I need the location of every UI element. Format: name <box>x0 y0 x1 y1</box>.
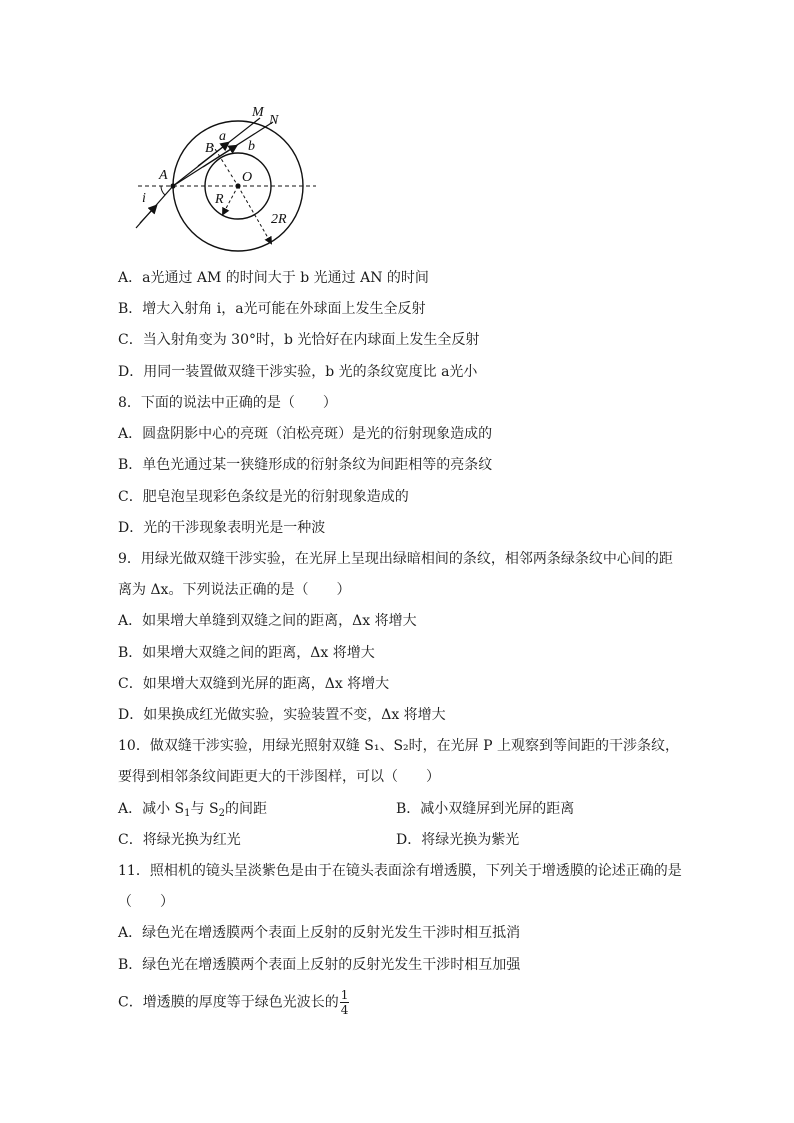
q11-option-c-text: C．增透膜的厚度等于绿色光波长的 <box>118 994 339 1011</box>
label-m: M <box>252 105 264 120</box>
normal-line <box>212 144 238 186</box>
q10-option-a <box>118 799 267 819</box>
fraction-numerator: 1 <box>340 988 349 1002</box>
q9-option-b: B．如果增大双缝之间的距离，Δx 将增大 <box>118 645 375 661</box>
q10-option-a-mid: 与 S <box>190 801 219 817</box>
optics-diagram <box>128 100 328 260</box>
q10-option-c: C．将绿光换为红光 <box>118 832 241 848</box>
q11-stem-line2: （ ） <box>118 894 174 910</box>
q11-stem-line1: 11．照相机的镜头呈淡紫色是由于在镜头表面涂有增透膜，下列关于增透膜的论述正确的是 <box>118 863 682 879</box>
label-i: i <box>142 191 146 206</box>
q9-stem-line2: 离为 Δx。下列说法正确的是（ ） <box>118 582 351 598</box>
q9-option-d: D．如果换成红光做实验，实验装置不变，Δx 将增大 <box>118 707 446 723</box>
q10-stem-line2: 要得到相邻条纹间距更大的干涉图样，可以（ ） <box>118 769 440 785</box>
q7-option-c: C．当入射角变为 30°时，b 光恰好在内球面上发生全反射 <box>118 332 480 348</box>
q8-option-d: D．光的干涉现象表明光是一种波 <box>118 520 326 536</box>
label-n: N <box>269 113 279 128</box>
label-a-point: A <box>159 168 168 183</box>
label-b-ray: b <box>248 139 255 154</box>
label-2r: 2R <box>271 212 287 227</box>
q9-option-c: C．如果增大双缝到光屏的距离，Δx 将增大 <box>118 676 390 692</box>
fraction-denominator: 4 <box>340 1003 349 1017</box>
q7-option-b: B．增大入射角 i，a光可能在外球面上发生全反射 <box>118 301 426 317</box>
q8-option-a: A．圆盘阴影中心的亮斑（泊松亮斑）是光的衍射现象造成的 <box>118 426 493 442</box>
q8-option-b: B．单色光通过某一狭缝形成的衍射条纹为间距相等的亮条纹 <box>118 457 493 473</box>
q11-option-b: B．绿色光在增透膜两个表面上反射的反射光发生干涉时相互加强 <box>118 957 521 973</box>
q10-option-a-post: 的间距 <box>224 801 267 817</box>
radius-r <box>223 186 238 214</box>
label-a-ray: a <box>219 129 226 144</box>
q10-option-d: D．将绿光换为紫光 <box>396 832 520 848</box>
angle-i-arc <box>161 186 165 195</box>
q10-stem-line1: 10．做双缝干涉实验，用绿光照射双缝 S₁、S₂时，在光屏 P 上观察到等间距的干涉条纹， <box>118 738 679 754</box>
label-r: R <box>215 192 224 207</box>
q11-option-a: A．绿色光在增透膜两个表面上反射的反射光发生干涉时相互抵消 <box>118 925 521 941</box>
q8-stem: 8．下面的说法中正确的是（ ） <box>118 395 337 411</box>
q10-option-a-sub2: 2 <box>218 808 225 819</box>
q7-option-a: A．a光通过 AM 的时间大于 b 光通过 AN 的时间 <box>118 270 429 286</box>
q10-option-a-sub1: 1 <box>184 808 191 819</box>
q9-option-a: A．如果增大单缝到双缝之间的距离，Δx 将增大 <box>118 613 417 629</box>
q7-option-d: D．用同一装置做双缝干涉实验，b 光的条纹宽度比 a光小 <box>118 364 478 380</box>
incident-arrow <box>140 206 156 223</box>
q9-stem-line1: 9．用绿光做双缝干涉实验，在光屏上呈现出绿暗相间的条纹，相邻两条绿条纹中心间的距 <box>118 551 673 567</box>
label-b-point: B <box>205 141 214 156</box>
q10-option-b: B．减小双缝屏到光屏的距离 <box>396 801 575 817</box>
label-o: O <box>242 170 253 185</box>
fraction <box>340 988 350 1017</box>
q8-option-c: C．肥皂泡呈现彩色条纹是光的衍射现象造成的 <box>118 489 409 505</box>
q10-option-a-pre: A．减小 S <box>118 801 185 817</box>
q11-option-c <box>118 988 349 1017</box>
